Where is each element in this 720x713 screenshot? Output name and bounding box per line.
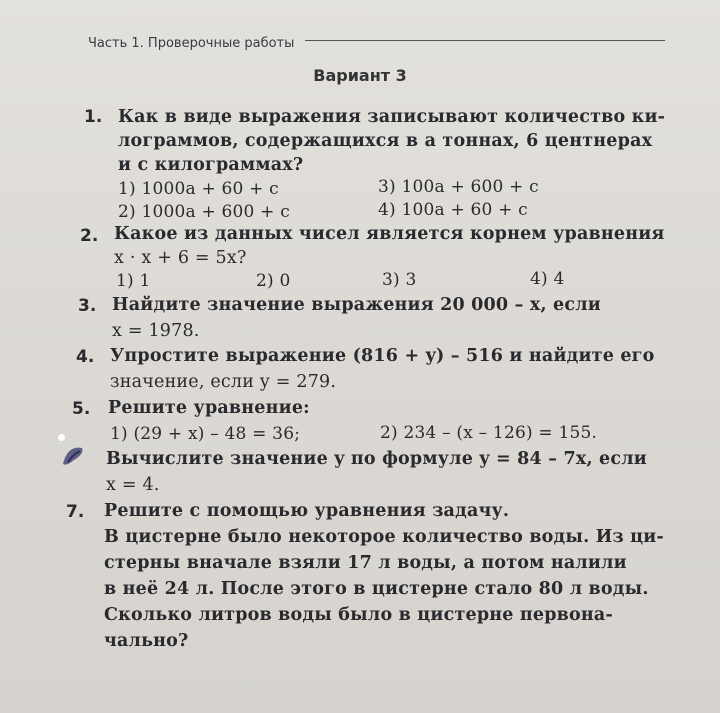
task-2-line-1: Какое из данных чисел является корнем уравнения	[114, 224, 665, 244]
white-dot-artifact	[58, 434, 65, 441]
task-7-line-3: стерны вначале взяли 17 л воды, а потом налили	[104, 553, 627, 573]
task-4-number: 4.	[76, 347, 95, 367]
task-4-line-1: Упростите выражение (816 + y) – 516 и найдите его	[110, 346, 655, 366]
task-2-option-1: 1) 1	[116, 271, 151, 291]
task-5-option-1: 1) (29 + x) – 48 = 36;	[110, 424, 301, 444]
task-2-line-2: x · x + 6 = 5x?	[114, 248, 247, 268]
task-4-line-2: значение, если y = 279.	[110, 372, 337, 392]
task-1-line-1: Как в виде выражения записывают количество ки-	[118, 107, 666, 127]
task-2-option-4: 4) 4	[530, 269, 565, 289]
task-5-number: 5.	[72, 399, 91, 419]
header-rule	[305, 40, 665, 41]
task-1-option-1: 1) 1000a + 60 + c	[118, 179, 279, 199]
task-7-line-5: Сколько литров воды было в цистерне первона-	[104, 605, 613, 625]
task-7-line-1: Решите с помощью уравнения задачу.	[104, 501, 510, 521]
task-2-option-3: 3) 3	[382, 270, 417, 290]
task-1-line-3: и c килограммах?	[118, 155, 304, 175]
variant-title: Вариант 3	[313, 66, 407, 85]
task-3-number: 3.	[78, 296, 97, 316]
task-7-line-2: В цистерне было некоторое количество воды. Из ци-	[104, 527, 664, 547]
task-3-line-1: Найдите значение выражения 20 000 – x, если	[112, 295, 601, 315]
task-6-line-2: x = 4.	[106, 475, 160, 495]
task-2-number: 2.	[80, 226, 99, 246]
task-7-line-6: чально?	[104, 631, 189, 651]
ink-smudge-icon	[60, 444, 86, 468]
task-1-option-2: 2) 1000a + 600 + c	[118, 202, 290, 222]
running-head: Часть 1. Проверочные работы	[88, 36, 295, 51]
task-5-line-1: Решите уравнение:	[108, 398, 310, 418]
task-3-line-2: x = 1978.	[112, 321, 200, 341]
task-5-option-2: 2) 234 – (x – 126) = 155.	[380, 423, 598, 443]
task-1-line-2: лограммов, содержащихся в a тоннах, 6 центнерах	[118, 131, 653, 151]
task-7-number: 7.	[66, 502, 85, 522]
task-1-number: 1.	[84, 107, 103, 127]
task-1-option-3: 3) 100a + 600 + c	[378, 177, 539, 197]
task-1-option-4: 4) 100a + 60 + c	[378, 200, 528, 220]
task-7-line-4: в неё 24 л. После этого в цистерне стало 80 л воды.	[104, 579, 649, 599]
task-2-option-2: 2) 0	[256, 271, 291, 291]
task-6-line-1: Вычислите значение y по формуле y = 84 – 7x, если	[106, 449, 647, 469]
